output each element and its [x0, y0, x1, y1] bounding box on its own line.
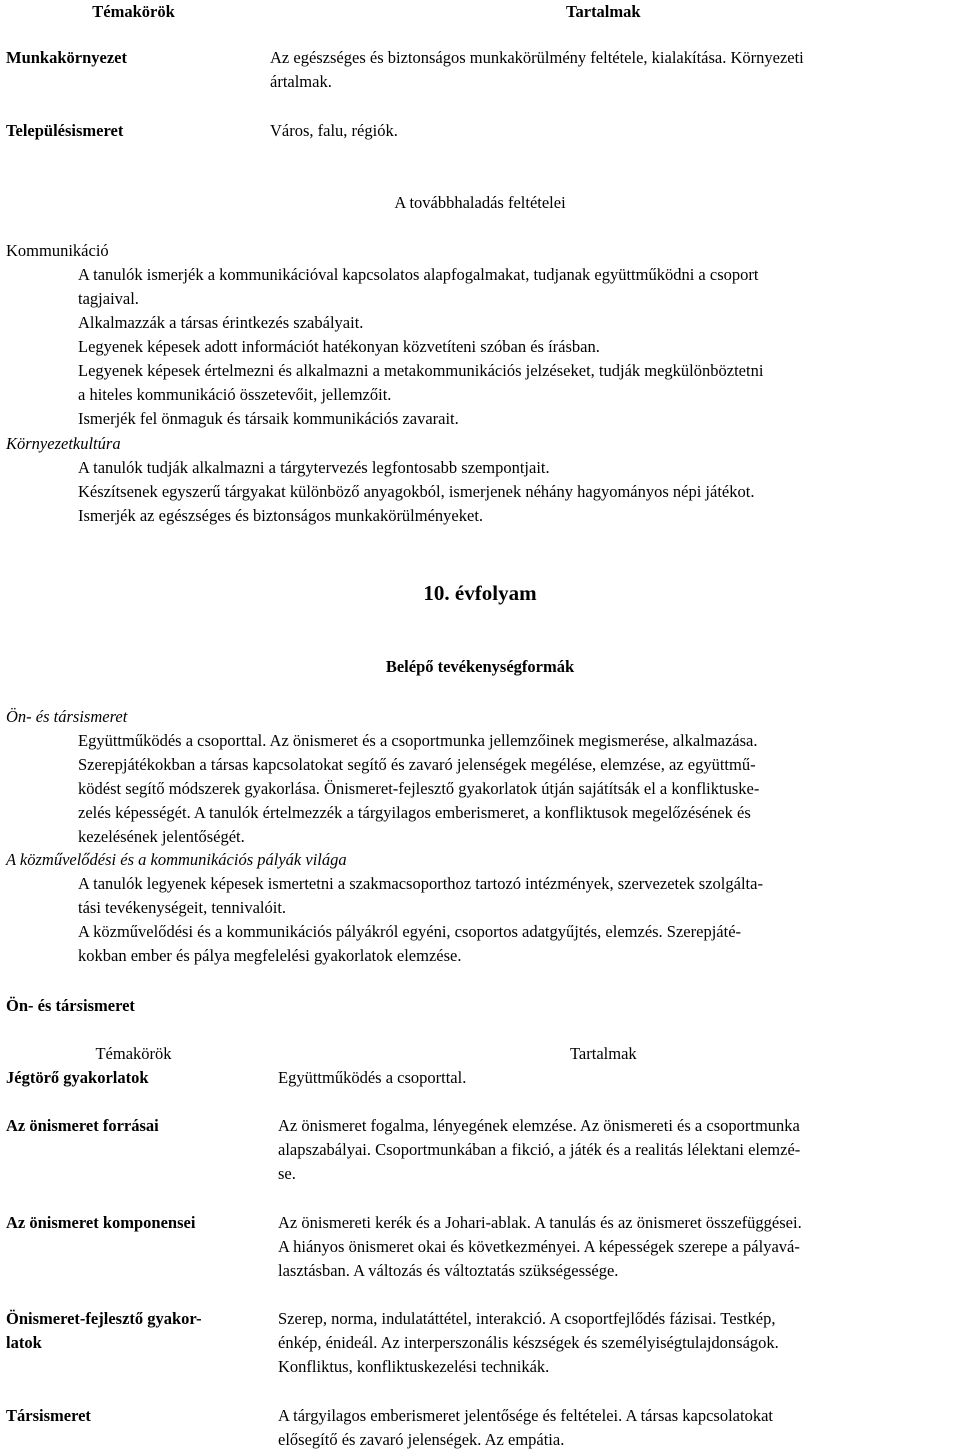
table-header-topics: Témakörök: [92, 2, 175, 21]
section-body-kommunikacio: A tanulók ismerjék a kommunikációval kapcsolatos alapfogalmakat, tudjanak együttműködni a csoport tagjaival. Alkalmazzák a társas érintkezés szabályait. Legyenek képesek adott információt hatékonyan közvetíteni szóban és írásban. Legyenek képesek értelmezni és alkalmazni a metakommunikációs jelzéseket, tudják megkülönböztetni a hiteles kommunikáció összetevőit, jellemzőit. Ismerjék fel önmaguk és társaik kommunikációs zavarait.: [78, 265, 764, 428]
content-onismeret-forrasai: Az önismeret fogalma, lényegének elemzése. Az önismereti és a csoportmunka alapszabályai. Csoportmunkában a fikció, a játék és a realitás lélektani elemzé- se.: [278, 1116, 801, 1183]
topic-onismeret-fejleszto: Önismeret-fejlesztő gyakor- latok: [6, 1309, 202, 1352]
section-heading-kommunikacio: Kommunikáció: [6, 241, 109, 260]
entry-activities-title: Belépő tevékenységformák: [385, 657, 575, 676]
content-onismeret-komponensei: Az önismereti kerék és a Johari-ablak. A tanulás és az önismeret összefüggései. A hiányos önismeret okai és következményei. A képességek szerepe a pályavá- lasztásban. A változás és változtatás szükségessége.: [278, 1213, 802, 1280]
bottom-header-content: Tartalmak: [570, 1044, 637, 1063]
section-body-kozmuvelodesi-palyak: A tanulók legyenek képesek ismertetni a szakmacsoporthoz tartozó intézmények, szervezetek szolgálta- tási tevékenységeit, tennivalóit. A közművelődési és a kommunikációs pályákról egyéni, csoportos adatgyűjtés, elemzés. Szerepjáté- kokban ember és pálya megfelelési gyakorlatok elemzése.: [78, 874, 763, 965]
grade-title: 10. évfolyam: [423, 581, 537, 605]
topic-munkakornyezet: Munkakörnyezet: [6, 48, 127, 67]
content-tarsismeret: A tárgyilagos emberismeret jelentősége és feltételei. A társas kapcsolatokat elősegítő és zavaró jelenségek. Az empátia.: [278, 1406, 773, 1449]
bottom-header-topics: Témakörök: [95, 1044, 172, 1063]
section-body-kornyezetkultura: A tanulók tudják alkalmazni a tárgytervezés legfontosabb szempontjait. Készítsenek egyszerű tárgyakat különböző anyagokból, ismerjenek néhány hagyományos népi játékot. Ismerjék az egészséges és biztonságos munkakörülményeket.: [78, 458, 755, 525]
section-body-on-es-tarsismeret: Együttműködés a csoporttal. Az önismeret és a csoportmunka jellemzőinek megismerése, alkalmazása. Szerepjátékokban a társas kapcsolatokat segítő és zavaró jelenségek megélése, elemzése, az együttmű- ködést segítő módszerek gyakorlása. Önismeret-fejlesztő gyakorlatok útján sajátítsák el a konfliktuske- zelés képességét. A tanulók értelmezzék a tárgyilagos emberismeret, a konfliktusok megelőzésének és kezelésének jelentőségét.: [78, 731, 760, 846]
section-heading-kornyezetkultura: Környezetkultúra: [6, 434, 121, 453]
topic-onismeret-forrasai: Az önismeret forrásai: [6, 1116, 159, 1135]
table-header-content: Tartalmak: [566, 2, 641, 21]
bottom-section-heading: Ön- és társismeret: [6, 996, 135, 1015]
content-munkakornyezet: Az egészséges és biztonságos munkakörülmény feltétele, kialakítása. Környezeti ártalmak.: [270, 48, 804, 91]
content-onismeret-fejleszto: Szerep, norma, indulatáttétel, interakció. A csoportfejlődés fázisai. Testkép, énkép, énideál. Az interperszonális készségek és személyiségtulajdonságok. Konfliktus, konfliktuskezelési technikák.: [278, 1309, 779, 1376]
topic-onismeret-komponensei: Az önismeret komponensei: [6, 1213, 196, 1232]
content-telepulesismeret: Város, falu, régiók.: [270, 121, 398, 140]
section-heading-kozmuvelodesi-palyak: A közművelődési és a kommunikációs pályák világa: [6, 850, 347, 869]
topic-jegtoro: Jégtörő gyakorlatok: [6, 1068, 149, 1087]
content-jegtoro: Együttműködés a csoporttal.: [278, 1068, 467, 1087]
topic-tarsismeret: Társismeret: [6, 1406, 91, 1425]
topic-telepulesismeret: Településismeret: [6, 121, 124, 140]
progress-title: A továbbhaladás feltételei: [394, 193, 566, 212]
section-heading-on-es-tarsismeret: Ön- és társismeret: [6, 707, 128, 726]
